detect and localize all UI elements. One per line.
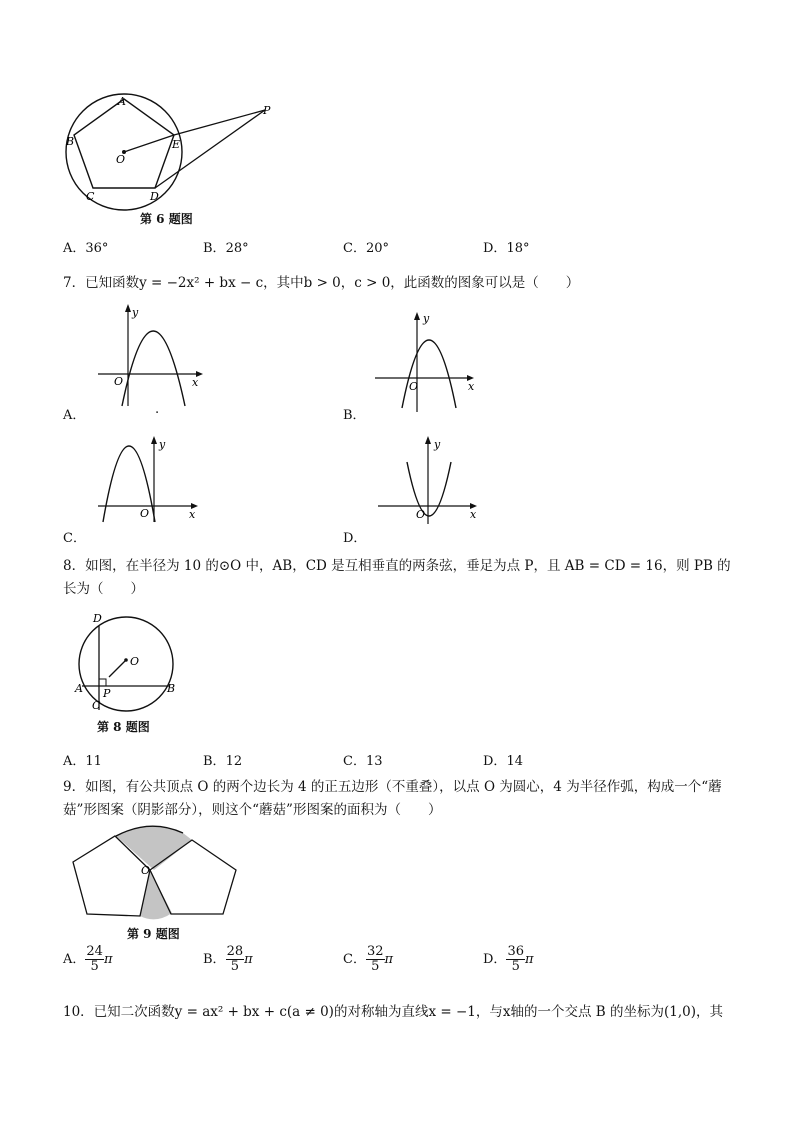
q8-option-a[interactable]: A．11 [63,754,102,769]
q7a-axis-y: y [132,306,139,319]
q9-option-c[interactable]: C． $\frac{32}{5}$ π [343,944,394,974]
q6-label-O: O [116,153,126,166]
q8-label-D: D [93,612,102,625]
q7-option-a[interactable]: A． [63,408,86,423]
q9-option-b-fraction: $\frac{28}{5}$ [226,944,244,974]
q7-graph-c [95,432,205,524]
q7b-axis-x: x [468,380,475,393]
q9-option-d[interactable]: D． $\frac{36}{5}$ π [483,944,534,974]
q9-label-O: O [141,864,151,877]
q7-graph-b [372,308,482,414]
q7b-axis-y: y [423,312,430,325]
q8-label-C: C [92,699,101,712]
q7b-origin: O [409,380,419,393]
q6-label-P: P [263,104,271,117]
q6-label-A: A [118,95,126,108]
q8-option-d[interactable]: D．14 [483,754,523,769]
q9-figure [70,818,245,923]
q8-label-B: B [167,682,176,695]
q9-option-a[interactable]: A． $\frac{24}{5}$ π [63,944,113,974]
q7d-axis-y: y [434,438,441,451]
q6-label-D: D [150,190,159,203]
q7c-origin: O [140,507,150,520]
q9-option-b[interactable]: B． $\frac{28}{5}$ π [203,944,253,974]
q7d-axis-x: x [470,508,477,521]
q8-option-b[interactable]: B．12 [203,754,243,769]
q7-option-b[interactable]: B． [343,408,366,423]
q7-option-d[interactable]: D． [343,531,367,546]
q7c-axis-y: y [159,438,166,451]
q7d-origin: O [416,508,426,521]
q8-label-O: O [130,655,140,668]
q9-figure-caption: 第 9 题图 [127,927,180,941]
q6-label-B: B [66,135,75,148]
q7-option-a-mark: . [155,402,160,417]
q6-figure-caption: 第 6 题图 [140,212,193,226]
q7a-axis-x: x [192,376,199,389]
q6-option-a[interactable]: A．36° [63,241,109,256]
q7-graph-a [95,300,210,412]
q8-label-P: P [103,687,111,700]
q8-label-A: A [75,682,83,695]
q7-graph-d [375,432,485,527]
q6-option-d[interactable]: D．18° [483,241,530,256]
q6-option-c[interactable]: C．20° [343,241,389,256]
q10-stem: 10．已知二次函数y = ax² + bx + c(a ≠ 0)的对称轴为直线x = −1，与x轴的一个交点 B 的坐标为(1,0)，其 [63,1004,723,1020]
q9-option-a-fraction: $\frac{24}{5}$ [86,944,103,974]
q9-option-c-fraction: $\frac{32}{5}$ [366,944,384,974]
q7-stem: 7．已知函数y = −2x² + bx − c，其中b > 0，c > 0，此函数的图象可以是（ ） [63,275,580,291]
q8-option-c[interactable]: C．13 [343,754,383,769]
q6-label-E: E [172,138,181,151]
q7-option-c[interactable]: C． [63,531,86,546]
q9-option-d-fraction: $\frac{36}{5}$ [507,944,524,974]
q8-stem-line1: 8．如图，在半径为 10 的⊙O 中，AB，CD 是互相垂直的两条弦，垂足为点 P，且 AB = CD = 16，则 PB 的 [63,558,731,574]
q6-option-b[interactable]: B．28° [203,241,249,256]
q8-figure-caption: 第 8 题图 [97,720,150,734]
q9-stem-line2: 菇”形图案（阴影部分），则这个“蘑菇”形图案的面积为（ ） [63,802,442,818]
q7c-axis-x: x [189,508,196,521]
q6-label-C: C [86,190,95,203]
q6-figure [60,92,290,212]
q8-stem-line2: 长为（ ） [63,581,144,597]
q7a-origin: O [114,375,124,388]
q9-stem-line1: 9．如图，有公共顶点 O 的两个边长为 4 的正五边形（不重叠），以点 O 为圆心，4 为半径作弧，构成一个“蘑 [63,779,722,795]
q8-figure [72,606,192,718]
